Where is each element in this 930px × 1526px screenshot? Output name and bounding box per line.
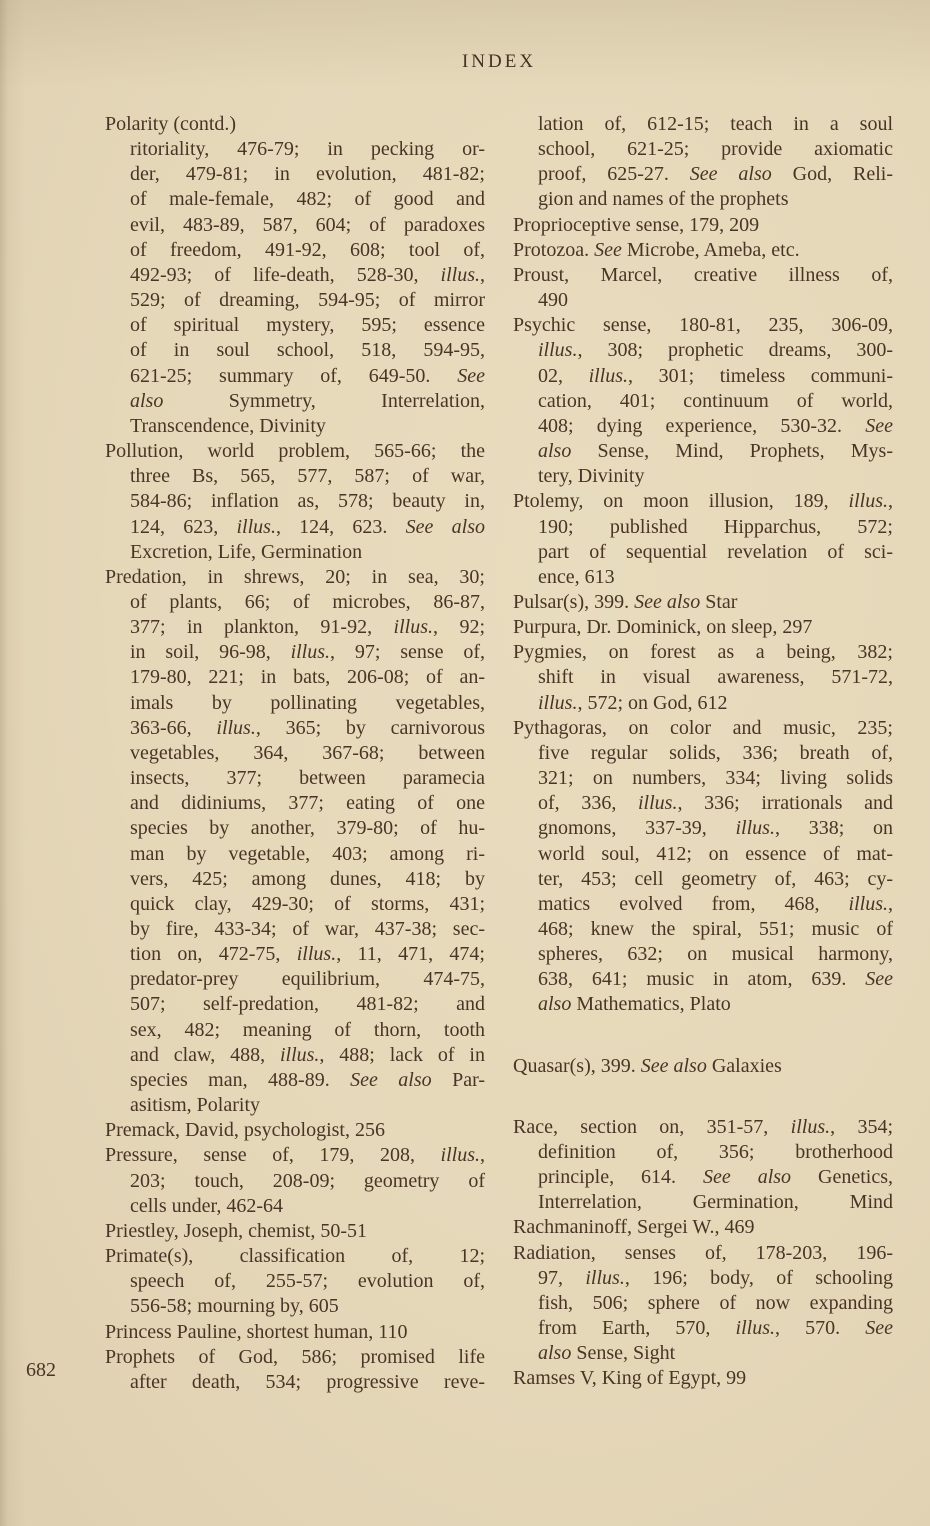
index-line: of, 336, illus., 336; irrationals and <box>538 792 893 815</box>
index-line: by fire, 433-34; of war, 437-38; sec- <box>130 918 485 940</box>
index-line: of male-female, 482; of good and <box>130 188 485 211</box>
index-line: illus., 572; on God, 612 <box>538 691 728 714</box>
index-line: vegetables, 364, 367-68; between <box>130 741 485 764</box>
index-line: Interrelation, Germination, Mind <box>538 1191 893 1214</box>
index-line: after death, 534; progressive reve- <box>130 1370 485 1393</box>
right-column <box>513 112 893 1392</box>
index-line: of in soul school, 518, 594-95, <box>130 339 485 362</box>
index-line: asitism, Polarity <box>130 1094 260 1117</box>
index-line: Proust, Marcel, creative illness of, <box>513 263 893 286</box>
index-line: also Sense, Mind, Prophets, Mys- <box>538 440 893 463</box>
index-line: 179-80, 221; in bats, 206-08; of an- <box>130 666 485 689</box>
index-line: 529; of dreaming, 594-95; of mirror <box>130 289 485 312</box>
index-line: illus., 308; prophetic dreams, 300- <box>538 339 893 362</box>
index-line: Proprioceptive sense, 179, 209 <box>513 213 760 236</box>
index-line: part of sequential revelation of sci- <box>538 540 893 563</box>
index-line: predator-prey equilibrium, 474-75, <box>130 968 485 991</box>
index-line: tion on, 472-75, illus., 11, 471, 474; <box>130 943 485 966</box>
index-line: species man, 488-89. See also Par- <box>130 1068 486 1091</box>
index-line: 190; published Hipparchus, 572; <box>538 515 893 538</box>
index-line: of spiritual mystery, 595; essence <box>130 314 485 337</box>
index-line: gnomons, 337-39, illus., 338; on <box>538 817 894 840</box>
left-column <box>105 112 485 1395</box>
index-line: ritoriality, 476-79; in pecking or- <box>130 138 485 161</box>
index-line: Princess Pauline, shortest human, 110 <box>105 1320 408 1343</box>
index-line: 490 <box>538 289 568 312</box>
index-line: and claw, 488, illus., 488; lack of in <box>130 1043 485 1066</box>
index-line: Race, section on, 351-57, illus., 354; <box>513 1115 894 1138</box>
index-line: evil, 483-89, 587, 604; of paradoxes <box>130 213 485 236</box>
index-line: 363-66, illus., 365; by carnivorous <box>130 716 485 739</box>
index-line: man by vegetable, 403; among ri- <box>130 842 485 865</box>
index-line: Psychic sense, 180-81, 235, 306-09, <box>513 314 893 337</box>
index-line: school, 621-25; provide axiomatic <box>538 138 893 161</box>
index-line: Purpura, Dr. Dominick, on sleep, 297 <box>513 616 813 639</box>
index-line: Pressure, sense of, 179, 208, illus., <box>105 1144 485 1167</box>
index-line: 408; dying experience, 530-32. See <box>538 414 893 437</box>
index-line: 124, 623, illus., 124, 623. See also <box>130 515 486 538</box>
index-line: from Earth, 570, illus., 570. See <box>538 1317 894 1340</box>
index-line: der, 479-81; in evolution, 481-82; <box>130 163 485 186</box>
index-line: Ramses V, King of Egypt, 99 <box>513 1367 747 1390</box>
index-line: Radiation, senses of, 178-203, 196- <box>513 1241 893 1264</box>
index-line: 377; in plankton, 91-92, illus., 92; <box>130 616 486 639</box>
index-line: three Bs, 565, 577, 587; of war, <box>130 465 485 488</box>
index-line: five regular solids, 336; breath of, <box>538 741 893 764</box>
index-line: in soil, 96-98, illus., 97; sense of, <box>130 641 485 664</box>
index-line: fish, 506; sphere of now expanding <box>538 1291 893 1314</box>
index-line: shift in visual awareness, 571-72, <box>538 666 893 689</box>
index-line: lation of, 612-15; teach in a soul <box>538 113 893 135</box>
index-line: 621-25; summary of, 649-50. See <box>130 364 485 387</box>
index-line: insects, 377; between paramecia <box>130 767 485 790</box>
index-line: 638, 641; music in atom, 639. See <box>538 968 893 991</box>
index-line: Pygmies, on forest as a being, 382; <box>513 641 893 664</box>
index-line: of freedom, 491-92, 608; tool of, <box>130 238 485 261</box>
index-line: principle, 614. See also Genetics, <box>538 1166 893 1189</box>
index-line: ence, 613 <box>538 565 615 588</box>
index-line: proof, 625-27. See also God, Reli- <box>538 163 894 186</box>
index-line: 556-58; mourning by, 605 <box>130 1295 339 1318</box>
page-number: 682 <box>26 1359 56 1381</box>
index-line: matics evolved from, 468, illus., <box>538 892 893 915</box>
index-line: 584-86; inflation as, 578; beauty in, <box>130 490 485 513</box>
index-line: 468; knew the spiral, 551; music of <box>538 918 893 940</box>
index-line: and didiniums, 377; eating of one <box>130 792 485 815</box>
index-line: Protozoa. See Microbe, Ameba, etc. <box>513 238 800 261</box>
index-line: definition of, 356; brotherhood <box>538 1140 893 1163</box>
index-line: Polarity (contd.) <box>105 113 237 135</box>
index-line: Rachmaninoff, Sergei W., 469 <box>513 1216 755 1239</box>
index-line: tery, Divinity <box>538 465 645 488</box>
index-line: Excretion, Life, Germination <box>130 540 363 563</box>
index-line: 203; touch, 208-09; geometry of <box>130 1169 485 1192</box>
index-line: gion and names of the prophets <box>538 188 789 211</box>
index-line: spheres, 632; on musical harmony, <box>538 943 893 966</box>
index-line: 507; self-predation, 481-82; and <box>130 993 485 1016</box>
index-line: imals by pollinating vegetables, <box>130 691 485 714</box>
index-line: cation, 401; continuum of world, <box>538 389 893 412</box>
index-line: Ptolemy, on moon illusion, 189, illus., <box>513 490 893 513</box>
index-line: Prophets of God, 586; promised life <box>105 1345 485 1368</box>
index-line: speech of, 255-57; evolution of, <box>130 1270 485 1293</box>
index-line: sex, 482; meaning of thorn, tooth <box>130 1018 485 1041</box>
index-line: Pythagoras, on color and music, 235; <box>513 716 893 739</box>
index-line: Pollution, world problem, 565-66; the <box>105 440 485 463</box>
index-line: world soul, 412; on essence of mat- <box>538 842 893 865</box>
index-line: also Mathematics, Plato <box>538 993 731 1016</box>
index-line: Transcendence, Divinity <box>130 414 326 437</box>
index-line: ter, 453; cell geometry of, 463; cy- <box>538 867 893 890</box>
index-line: 321; on numbers, 334; living solids <box>538 767 893 790</box>
index-line: Priestley, Joseph, chemist, 50-51 <box>105 1219 368 1242</box>
index-line: Premack, David, psychologist, 256 <box>105 1119 385 1142</box>
index-line: also Sense, Sight <box>538 1342 676 1365</box>
index-line: 97, illus., 196; body, of schooling <box>538 1266 893 1289</box>
index-line: 02, illus., 301; timeless communi- <box>538 364 894 387</box>
index-line: Quasar(s), 399. See also Galaxies <box>513 1054 782 1077</box>
index-line: species by another, 379-80; of hu- <box>130 817 485 840</box>
index-line: of plants, 66; of microbes, 86-87, <box>130 590 485 613</box>
index-heading: INDEX <box>461 51 537 72</box>
index-line: Predation, in shrews, 20; in sea, 30; <box>105 565 485 588</box>
index-line: cells under, 462-64 <box>130 1194 284 1217</box>
index-line: quick clay, 429-30; of storms, 431; <box>130 892 485 915</box>
index-line: Pulsar(s), 399. See also Star <box>513 590 738 613</box>
index-line: 492-93; of life-death, 528-30, illus., <box>130 263 485 286</box>
index-line: also Symmetry, Interrelation, <box>130 389 485 412</box>
index-line: vers, 425; among dunes, 418; by <box>130 867 485 890</box>
index-line: Primate(s), classification of, 12; <box>105 1245 485 1268</box>
